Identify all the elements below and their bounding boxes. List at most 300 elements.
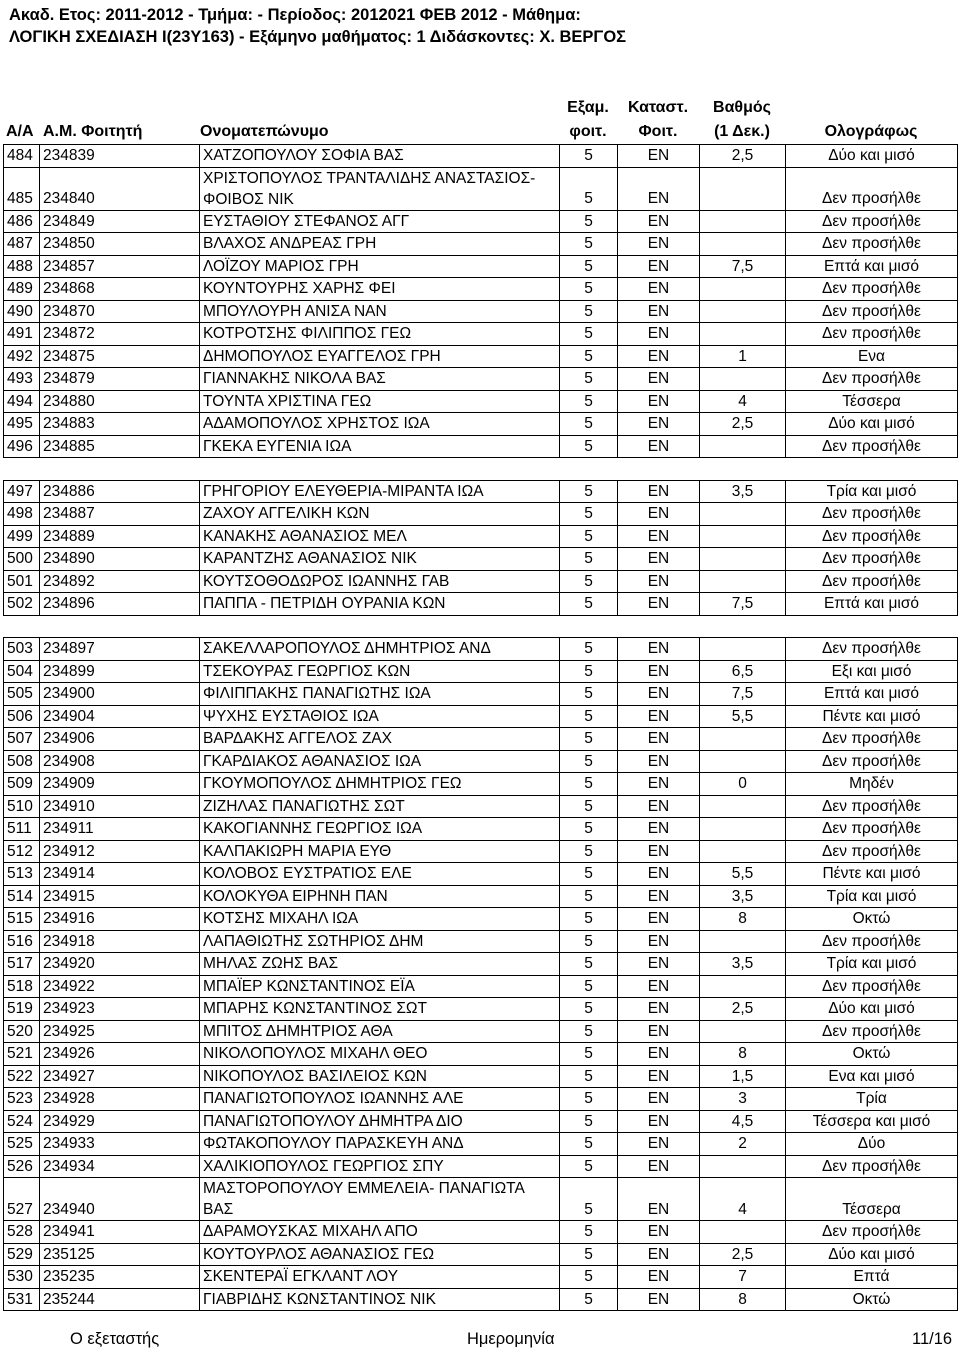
row-grade-words: Δεν προσήλθε <box>786 638 958 661</box>
row-aa: 486 <box>4 210 40 233</box>
table-row <box>4 1020 958 1043</box>
row-student-id: 234872 <box>40 323 200 346</box>
table-row <box>4 1178 958 1221</box>
row-grade-words: Δεν προσήλθε <box>786 435 958 458</box>
row-semester: 5 <box>560 1110 618 1133</box>
table-row <box>4 975 958 998</box>
row-student-id: 234857 <box>40 255 200 278</box>
row-student-id: 234890 <box>40 548 200 571</box>
row-name: ΜΑΣΤΟΡΟΠΟΥΛΟΥ ΕΜΜΕΛΕΙΑ- ΠΑΝΑΓΙΩΤΑ ΒΑΣ <box>200 1178 560 1221</box>
row-name: ΓΡΗΓΟΡΙΟΥ ΕΛΕΥΘΕΡΙΑ-ΜΙΡΑΝΤΑ ΙΩΑ <box>200 480 560 503</box>
row-grade-words: Δύο <box>786 1133 958 1156</box>
row-student-id: 234875 <box>40 345 200 368</box>
row-name: ΓΚΕΚΑ ΕΥΓΕΝΙΑ ΙΩΑ <box>200 435 560 458</box>
row-name: ΝΙΚΟΛΟΠΟΥΛΟΣ ΜΙΧΑΗΛ ΘΕΟ <box>200 1043 560 1066</box>
table-row <box>4 368 958 391</box>
table-row <box>4 300 958 323</box>
table-row <box>4 210 958 233</box>
row-grade: 3,5 <box>700 480 786 503</box>
row-grade-words: Δεν προσήλθε <box>786 300 958 323</box>
row-aa: 528 <box>4 1221 40 1244</box>
table-row <box>4 728 958 751</box>
row-status: ΕΝ <box>618 1065 700 1088</box>
row-status: ΕΝ <box>618 998 700 1021</box>
row-grade: 7,5 <box>700 255 786 278</box>
row-name: ΧΑΛΙΚΙΟΠΟΥΛΟΣ ΓΕΩΡΓΙΟΣ ΣΠΥ <box>200 1155 560 1178</box>
row-grade <box>700 975 786 998</box>
row-name: ΠΑΝΑΓΙΩΤΟΠΟΥΛΟΣ ΙΩΑΝΝΗΣ ΑΛΕ <box>200 1088 560 1111</box>
row-student-id: 234929 <box>40 1110 200 1133</box>
row-semester: 5 <box>560 728 618 751</box>
row-semester: 5 <box>560 1155 618 1178</box>
row-grade-words: Δεν προσήλθε <box>786 818 958 841</box>
row-grade-words: Δύο και μισό <box>786 413 958 436</box>
row-student-id: 234879 <box>40 368 200 391</box>
row-aa: 494 <box>4 390 40 413</box>
row-status: ΕΝ <box>618 1020 700 1043</box>
row-name: ΖΑΧΟΥ ΑΓΓΕΛΙΚΗ ΚΩΝ <box>200 503 560 526</box>
row-student-id: 234885 <box>40 435 200 458</box>
row-semester: 5 <box>560 953 618 976</box>
row-name: ΜΠΙΤΟΣ ΔΗΜΗΤΡΙΟΣ ΑΘΑ <box>200 1020 560 1043</box>
row-status: ΕΝ <box>618 503 700 526</box>
table-row <box>4 167 958 210</box>
row-semester: 5 <box>560 1020 618 1043</box>
row-status: ΕΝ <box>618 345 700 368</box>
row-student-id: 234883 <box>40 413 200 436</box>
row-aa: 515 <box>4 908 40 931</box>
table-row <box>4 255 958 278</box>
row-name: ΑΔΑΜΟΠΟΥΛΟΣ ΧΡΗΣΤΟΣ ΙΩΑ <box>200 413 560 436</box>
table-row <box>4 570 958 593</box>
row-status: ΕΝ <box>618 1243 700 1266</box>
row-status: ΕΝ <box>618 255 700 278</box>
row-aa: 529 <box>4 1243 40 1266</box>
row-grade-words: Δεν προσήλθε <box>786 525 958 548</box>
row-student-id: 234922 <box>40 975 200 998</box>
table-row <box>4 480 958 503</box>
row-status: ΕΝ <box>618 278 700 301</box>
row-aa: 510 <box>4 795 40 818</box>
row-name: ΚΟΛΟΒΟΣ ΕΥΣΤΡΑΤΙΟΣ ΕΛΕ <box>200 863 560 886</box>
row-grade-words: Επτά και μισό <box>786 255 958 278</box>
row-status: ΕΝ <box>618 1043 700 1066</box>
row-aa: 521 <box>4 1043 40 1066</box>
row-status: ΕΝ <box>618 975 700 998</box>
row-student-id: 234908 <box>40 750 200 773</box>
row-name: ΚΟΥΤΟΥΡΛΟΣ ΑΘΑΝΑΣΙΟΣ ΓΕΩ <box>200 1243 560 1266</box>
table-row <box>4 660 958 683</box>
row-name: ΚΑΛΠΑΚΙΩΡΗ ΜΑΡΙΑ ΕΥΘ <box>200 840 560 863</box>
row-grade <box>700 638 786 661</box>
spacer-cell <box>4 615 958 638</box>
row-grade-words: Δεν προσήλθε <box>786 278 958 301</box>
row-name: ΝΙΚΟΠΟΥΛΟΣ ΒΑΣΙΛΕΙΟΣ ΚΩΝ <box>200 1065 560 1088</box>
table-row <box>4 525 958 548</box>
row-grade: 0 <box>700 773 786 796</box>
table-row <box>4 1043 958 1066</box>
row-aa: 506 <box>4 705 40 728</box>
row-status: ΕΝ <box>618 210 700 233</box>
col-grade-2: (1 Δεκ.) <box>714 123 770 140</box>
row-semester: 5 <box>560 278 618 301</box>
row-status: ΕΝ <box>618 233 700 256</box>
row-status: ΕΝ <box>618 167 700 210</box>
table-row <box>4 1065 958 1088</box>
row-semester: 5 <box>560 660 618 683</box>
row-status: ΕΝ <box>618 1133 700 1156</box>
row-grade <box>700 1020 786 1043</box>
row-semester: 5 <box>560 818 618 841</box>
row-aa: 518 <box>4 975 40 998</box>
row-student-id: 234896 <box>40 593 200 616</box>
row-student-id: 234897 <box>40 638 200 661</box>
table-row <box>4 345 958 368</box>
row-aa: 493 <box>4 368 40 391</box>
row-semester: 5 <box>560 1043 618 1066</box>
row-grade <box>700 167 786 210</box>
row-grade-words: Δύο και μισό <box>786 1243 958 1266</box>
row-grade: 2 <box>700 1133 786 1156</box>
row-status: ΕΝ <box>618 683 700 706</box>
row-grade: 3,5 <box>700 885 786 908</box>
row-name: ΒΛΑΧΟΣ ΑΝΔΡΕΑΣ ΓΡΗ <box>200 233 560 256</box>
row-aa: 526 <box>4 1155 40 1178</box>
row-aa: 502 <box>4 593 40 616</box>
row-name: ΛΑΠΑΘΙΩΤΗΣ ΣΩΤΗΡΙΟΣ ΔΗΜ <box>200 930 560 953</box>
row-student-id: 234839 <box>40 145 200 168</box>
row-name: ΒΑΡΔΑΚΗΣ ΑΓΓΕΛΟΣ ΖΑΧ <box>200 728 560 751</box>
row-aa: 488 <box>4 255 40 278</box>
row-aa: 497 <box>4 480 40 503</box>
row-student-id: 234928 <box>40 1088 200 1111</box>
col-exam-2: φοιτ. <box>569 123 607 140</box>
row-semester: 5 <box>560 1266 618 1289</box>
row-semester: 5 <box>560 210 618 233</box>
row-status: ΕΝ <box>618 1266 700 1289</box>
row-grade-words: Οκτώ <box>786 1043 958 1066</box>
column-headers <box>0 96 960 144</box>
row-grade <box>700 728 786 751</box>
row-grade-words: Τρία και μισό <box>786 885 958 908</box>
row-aa: 485 <box>4 167 40 210</box>
row-name: ΜΠΑΪΕΡ ΚΩΝΣΤΑΝΤΙΝΟΣ ΕΪΑ <box>200 975 560 998</box>
table-row <box>4 863 958 886</box>
row-grade: 8 <box>700 1288 786 1311</box>
row-semester: 5 <box>560 1065 618 1088</box>
col-status-2: Φοιτ. <box>638 123 678 140</box>
row-grade-words: Δεν προσήλθε <box>786 1155 958 1178</box>
row-semester: 5 <box>560 1088 618 1111</box>
row-student-id: 234927 <box>40 1065 200 1088</box>
row-semester: 5 <box>560 525 618 548</box>
row-semester: 5 <box>560 503 618 526</box>
row-student-id: 234911 <box>40 818 200 841</box>
title-line-2: ΛΟΓΙΚΗ ΣΧΕΔΙΑΣΗ Ι(23Υ163) - Εξάμηνο μαθήματος: 1 Διδάσκοντες: Χ. ΒΕΡΓΟΣ <box>9 28 627 46</box>
row-name: ΚΟΛΟΚΥΘΑ ΕΙΡΗΝΗ ΠΑΝ <box>200 885 560 908</box>
row-grade <box>700 233 786 256</box>
row-grade: 3 <box>700 1088 786 1111</box>
title-line-1: Ακαδ. Ετος: 2011-2012 - Τμήμα: - Περίοδος: 2012021 ΦΕΒ 2012 - Μάθημα: <box>9 6 581 24</box>
table-row <box>4 908 958 931</box>
row-name: ΚΑΝΑΚΗΣ ΑΘΑΝΑΣΙΟΣ ΜΕΛ <box>200 525 560 548</box>
table-row <box>4 435 958 458</box>
row-status: ΕΝ <box>618 1178 700 1221</box>
row-student-id: 234899 <box>40 660 200 683</box>
row-grade: 8 <box>700 908 786 931</box>
row-semester: 5 <box>560 1133 618 1156</box>
row-grade-words: Δεν προσήλθε <box>786 570 958 593</box>
row-grade-words: Δύο και μισό <box>786 998 958 1021</box>
row-semester: 5 <box>560 705 618 728</box>
row-semester: 5 <box>560 233 618 256</box>
table-row <box>4 1243 958 1266</box>
col-am: Α.Μ. Φοιτητή <box>43 123 143 140</box>
row-grade <box>700 795 786 818</box>
row-semester: 5 <box>560 750 618 773</box>
row-semester: 5 <box>560 255 618 278</box>
row-student-id: 234892 <box>40 570 200 593</box>
row-aa: 512 <box>4 840 40 863</box>
table-row <box>4 278 958 301</box>
row-status: ΕΝ <box>618 773 700 796</box>
row-aa: 503 <box>4 638 40 661</box>
table-row <box>4 773 958 796</box>
row-status: ΕΝ <box>618 480 700 503</box>
table-row <box>4 750 958 773</box>
row-aa: 498 <box>4 503 40 526</box>
row-semester: 5 <box>560 368 618 391</box>
row-student-id: 234912 <box>40 840 200 863</box>
row-grade-words: Δεν προσήλθε <box>786 1020 958 1043</box>
row-name: ΠΑΠΠΑ - ΠΕΤΡΙΔΗ ΟΥΡΑΝΙΑ ΚΩΝ <box>200 593 560 616</box>
row-semester: 5 <box>560 593 618 616</box>
row-student-id: 234870 <box>40 300 200 323</box>
row-grade-words: Τρία <box>786 1088 958 1111</box>
document-title <box>9 4 954 48</box>
row-aa: 520 <box>4 1020 40 1043</box>
row-semester: 5 <box>560 683 618 706</box>
row-status: ΕΝ <box>618 705 700 728</box>
row-student-id: 234906 <box>40 728 200 751</box>
row-aa: 508 <box>4 750 40 773</box>
row-grade: 2,5 <box>700 998 786 1021</box>
row-grade-words: Δεν προσήλθε <box>786 728 958 751</box>
table-row <box>4 638 958 661</box>
row-student-id: 234849 <box>40 210 200 233</box>
row-semester: 5 <box>560 930 618 953</box>
row-aa: 484 <box>4 145 40 168</box>
table-row <box>4 233 958 256</box>
row-status: ΕΝ <box>618 728 700 751</box>
row-grade-words: Τρία και μισό <box>786 480 958 503</box>
row-grade: 4 <box>700 1178 786 1221</box>
row-aa: 516 <box>4 930 40 953</box>
row-student-id: 234941 <box>40 1221 200 1244</box>
row-semester: 5 <box>560 975 618 998</box>
row-grade-words: Τρία και μισό <box>786 953 958 976</box>
row-student-id: 234914 <box>40 863 200 886</box>
table-row <box>4 795 958 818</box>
table-spacer <box>4 458 958 481</box>
row-status: ΕΝ <box>618 300 700 323</box>
row-name: ΚΑΡΑΝΤΖΗΣ ΑΘΑΝΑΣΙΟΣ ΝΙΚ <box>200 548 560 571</box>
row-aa: 501 <box>4 570 40 593</box>
row-name: ΧΑΤΖΟΠΟΥΛΟΥ ΣΟΦΙΑ ΒΑΣ <box>200 145 560 168</box>
row-name: ΣΚΕΝΤΕΡΑΪ ΕΓΚΛΑΝΤ ΛΟΥ <box>200 1266 560 1289</box>
table-row <box>4 818 958 841</box>
row-aa: 524 <box>4 1110 40 1133</box>
row-student-id: 234915 <box>40 885 200 908</box>
row-semester: 5 <box>560 638 618 661</box>
row-aa: 519 <box>4 998 40 1021</box>
row-name: ΨΥΧΗΣ ΕΥΣΤΑΘΙΟΣ ΙΩΑ <box>200 705 560 728</box>
col-grade-1: Βαθμός <box>713 99 771 116</box>
row-grade-words: Δεν προσήλθε <box>786 503 958 526</box>
row-grade <box>700 368 786 391</box>
row-grade-words: Δεν προσήλθε <box>786 323 958 346</box>
row-student-id: 234934 <box>40 1155 200 1178</box>
row-aa: 496 <box>4 435 40 458</box>
col-aa: Α/Α <box>6 123 34 140</box>
table-row <box>4 1133 958 1156</box>
row-grade-words: Τέσσερα <box>786 1178 958 1221</box>
grades-table-body <box>4 145 958 1311</box>
row-grade-words: Πέντε και μισό <box>786 863 958 886</box>
row-status: ΕΝ <box>618 1155 700 1178</box>
row-student-id: 234920 <box>40 953 200 976</box>
grades-table <box>3 144 958 1311</box>
row-status: ΕΝ <box>618 435 700 458</box>
row-student-id: 234940 <box>40 1178 200 1221</box>
table-row <box>4 323 958 346</box>
row-grade-words: Δεν προσήλθε <box>786 210 958 233</box>
row-semester: 5 <box>560 390 618 413</box>
row-grade <box>700 818 786 841</box>
row-grade: 7,5 <box>700 683 786 706</box>
row-aa: 509 <box>4 773 40 796</box>
row-grade: 3,5 <box>700 953 786 976</box>
row-semester: 5 <box>560 1221 618 1244</box>
row-name: ΣΑΚΕΛΛΑΡΟΠΟΥΛΟΣ ΔΗΜΗΤΡΙΟΣ ΑΝΔ <box>200 638 560 661</box>
row-grade: 7,5 <box>700 593 786 616</box>
row-status: ΕΝ <box>618 930 700 953</box>
row-name: ΜΗΛΑΣ ΖΩΗΣ ΒΑΣ <box>200 953 560 976</box>
row-student-id: 234918 <box>40 930 200 953</box>
row-semester: 5 <box>560 300 618 323</box>
row-grade-words: Οκτώ <box>786 908 958 931</box>
col-words: Ολογράφως <box>824 123 918 140</box>
row-status: ΕΝ <box>618 750 700 773</box>
row-status: ΕΝ <box>618 638 700 661</box>
row-grade: 4,5 <box>700 1110 786 1133</box>
row-aa: 530 <box>4 1266 40 1289</box>
row-status: ΕΝ <box>618 840 700 863</box>
table-row <box>4 503 958 526</box>
table-row <box>4 1155 958 1178</box>
col-name: Ονοματεπώνυμο <box>200 123 329 140</box>
row-aa: 489 <box>4 278 40 301</box>
row-semester: 5 <box>560 345 618 368</box>
row-grade-words: Δεν προσήλθε <box>786 795 958 818</box>
row-name: ΓΙΑΒΡΙΔΗΣ ΚΩΝΣΤΑΝΤΙΝΟΣ ΝΙΚ <box>200 1288 560 1311</box>
row-student-id: 235125 <box>40 1243 200 1266</box>
row-grade: 2,5 <box>700 1243 786 1266</box>
row-grade <box>700 525 786 548</box>
row-grade-words: Εξι και μισό <box>786 660 958 683</box>
row-grade-words: Οκτώ <box>786 1288 958 1311</box>
row-grade <box>700 435 786 458</box>
row-status: ΕΝ <box>618 885 700 908</box>
table-row <box>4 1221 958 1244</box>
row-aa: 490 <box>4 300 40 323</box>
row-name: ΚΑΚΟΓΙΑΝΝΗΣ ΓΕΩΡΓΙΟΣ ΙΩΑ <box>200 818 560 841</box>
row-grade-words: Δεν προσήλθε <box>786 930 958 953</box>
table-row <box>4 840 958 863</box>
row-name: ΜΠΑΡΗΣ ΚΩΝΣΤΑΝΤΙΝΟΣ ΣΩΤ <box>200 998 560 1021</box>
row-status: ΕΝ <box>618 570 700 593</box>
row-semester: 5 <box>560 413 618 436</box>
row-grade-words: Δεν προσήλθε <box>786 548 958 571</box>
row-grade <box>700 323 786 346</box>
row-name: ΤΟΥΝΤΑ ΧΡΙΣΤΙΝΑ ΓΕΩ <box>200 390 560 413</box>
row-grade: 6,5 <box>700 660 786 683</box>
row-aa: 517 <box>4 953 40 976</box>
row-grade: 2,5 <box>700 413 786 436</box>
row-aa: 487 <box>4 233 40 256</box>
row-semester: 5 <box>560 885 618 908</box>
row-aa: 491 <box>4 323 40 346</box>
row-student-id: 234887 <box>40 503 200 526</box>
table-row <box>4 413 958 436</box>
row-student-id: 234900 <box>40 683 200 706</box>
row-student-id: 234916 <box>40 908 200 931</box>
row-grade <box>700 570 786 593</box>
row-name: ΓΚΟΥΜΟΠΟΥΛΟΣ ΔΗΜΗΤΡΙΟΣ ΓΕΩ <box>200 773 560 796</box>
row-semester: 5 <box>560 1243 618 1266</box>
row-aa: 495 <box>4 413 40 436</box>
table-row <box>4 683 958 706</box>
row-status: ΕΝ <box>618 593 700 616</box>
row-grade <box>700 750 786 773</box>
row-student-id: 234868 <box>40 278 200 301</box>
row-semester: 5 <box>560 167 618 210</box>
table-row <box>4 548 958 571</box>
row-status: ΕΝ <box>618 525 700 548</box>
row-name: ΦΙΛΙΠΠΑΚΗΣ ΠΑΝΑΓΙΩΤΗΣ ΙΩΑ <box>200 683 560 706</box>
row-semester: 5 <box>560 1178 618 1221</box>
row-status: ΕΝ <box>618 1088 700 1111</box>
row-aa: 499 <box>4 525 40 548</box>
row-semester: 5 <box>560 863 618 886</box>
row-aa: 522 <box>4 1065 40 1088</box>
row-name: ΤΣΕΚΟΥΡΑΣ ΓΕΩΡΓΙΟΣ ΚΩΝ <box>200 660 560 683</box>
row-name: ΔΗΜΟΠΟΥΛΟΣ ΕΥΑΓΓΕΛΟΣ ΓΡΗ <box>200 345 560 368</box>
row-aa: 507 <box>4 728 40 751</box>
row-status: ΕΝ <box>618 548 700 571</box>
row-grade: 4 <box>700 390 786 413</box>
row-grade <box>700 300 786 323</box>
row-aa: 513 <box>4 863 40 886</box>
row-name: ΛΟΪΖΟΥ ΜΑΡΙΟΣ ΓΡΗ <box>200 255 560 278</box>
row-status: ΕΝ <box>618 1110 700 1133</box>
row-grade-words: Δεν προσήλθε <box>786 975 958 998</box>
row-aa: 505 <box>4 683 40 706</box>
row-semester: 5 <box>560 773 618 796</box>
row-grade-words: Δεν προσήλθε <box>786 750 958 773</box>
row-grade-words: Δεν προσήλθε <box>786 840 958 863</box>
row-semester: 5 <box>560 1288 618 1311</box>
